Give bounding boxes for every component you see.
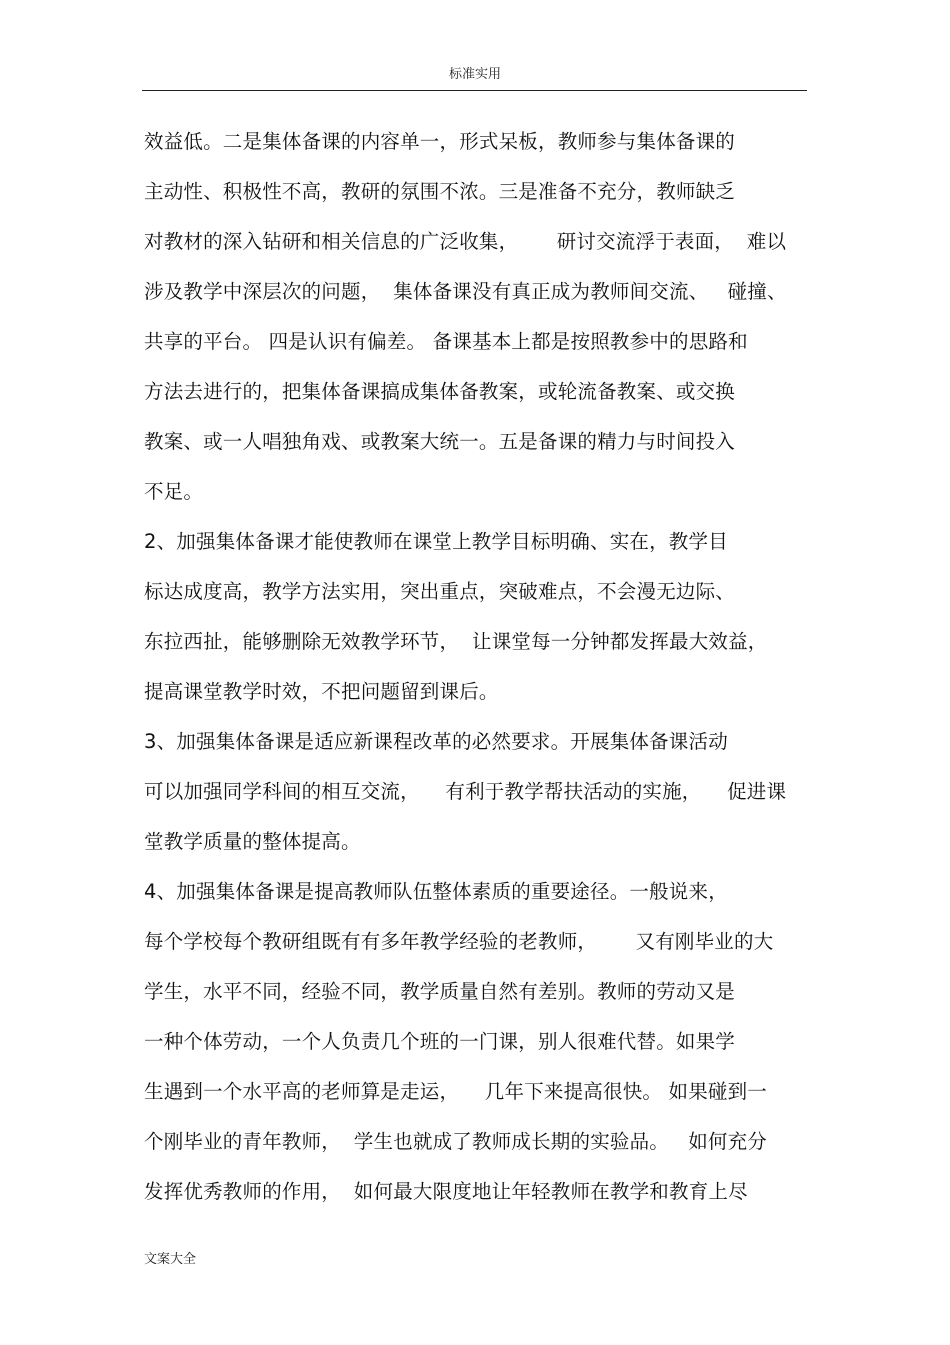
text-line: 个刚毕业的青年教师， 学生也就成了教师成长期的实验品。 如何充分 bbox=[144, 1130, 767, 1153]
header-divider bbox=[142, 90, 807, 91]
page-header: 标准实用 bbox=[448, 67, 501, 82]
text-line: 涉及教学中深层次的问题， 集体备课没有真正成为教师间交流、 碰撞、 bbox=[144, 280, 787, 303]
text-line: 可以加强同学科间的相互交流， 有利于教学帮扶活动的实施， 促进课 bbox=[144, 780, 787, 803]
text-line: 发挥优秀教师的作用， 如何最大限度地让年轻教师在教学和教育上尽 bbox=[144, 1180, 748, 1203]
text-line: 学生，水平不同，经验不同，教学质量自然有差别。教师的劳动又是 bbox=[144, 980, 736, 1003]
text-line: 不足。 bbox=[144, 480, 204, 503]
text-line: 效益低。二是集体备课的内容单一，形式呆板，教师参与集体备课的 bbox=[144, 130, 736, 153]
body-text bbox=[144, 125, 809, 1225]
text-line: 共享的平台。 四是认识有偏差。 备课基本上都是按照教参中的思路和 bbox=[144, 330, 748, 353]
text-line: 生遇到一个水平高的老师算是走运， 几年下来提高很快。 如果碰到一 bbox=[144, 1080, 767, 1103]
text-line: 每个学校每个教研组既有有多年教学经验的老教师， 又有刚毕业的大 bbox=[144, 930, 774, 953]
text-line: 一种个体劳动，一个人负责几个班的一门课，别人很难代替。如果学 bbox=[144, 1030, 736, 1053]
text-line: 方法去进行的，把集体备课搞成集体备教案，或轮流备教案、或交换 bbox=[144, 380, 736, 403]
text-line: 教案、或一人唱独角戏、或教案大统一。五是备课的精力与时间投入 bbox=[144, 430, 736, 453]
text-line: 2、加强集体备课才能使教师在课堂上教学目标明确、实在，教学目 bbox=[144, 530, 728, 553]
text-line: 4、加强集体备课是提高教师队伍整体素质的重要途径。一般说来， bbox=[144, 880, 728, 903]
text-line: 3、加强集体备课是适应新课程改革的必然要求。开展集体备课活动 bbox=[144, 730, 728, 753]
text-line: 主动性、积极性不高，教研的氛围不浓。三是准备不充分，教师缺乏 bbox=[144, 180, 736, 203]
text-line: 东拉西扯，能够删除无效教学环节， 让课堂每一分钟都发挥最大效益， bbox=[144, 630, 768, 653]
page-footer: 文案大全 bbox=[144, 1252, 197, 1267]
text-line: 对教材的深入钻研和相关信息的广泛收集， 研讨交流浮于表面， 难以 bbox=[144, 230, 787, 253]
text-line: 标达成度高，教学方法实用，突出重点，突破难点，不会漫无边际、 bbox=[144, 580, 736, 603]
text-line: 堂教学质量的整体提高。 bbox=[144, 830, 361, 853]
text-line: 提高课堂教学时效，不把问题留到课后。 bbox=[144, 680, 499, 703]
